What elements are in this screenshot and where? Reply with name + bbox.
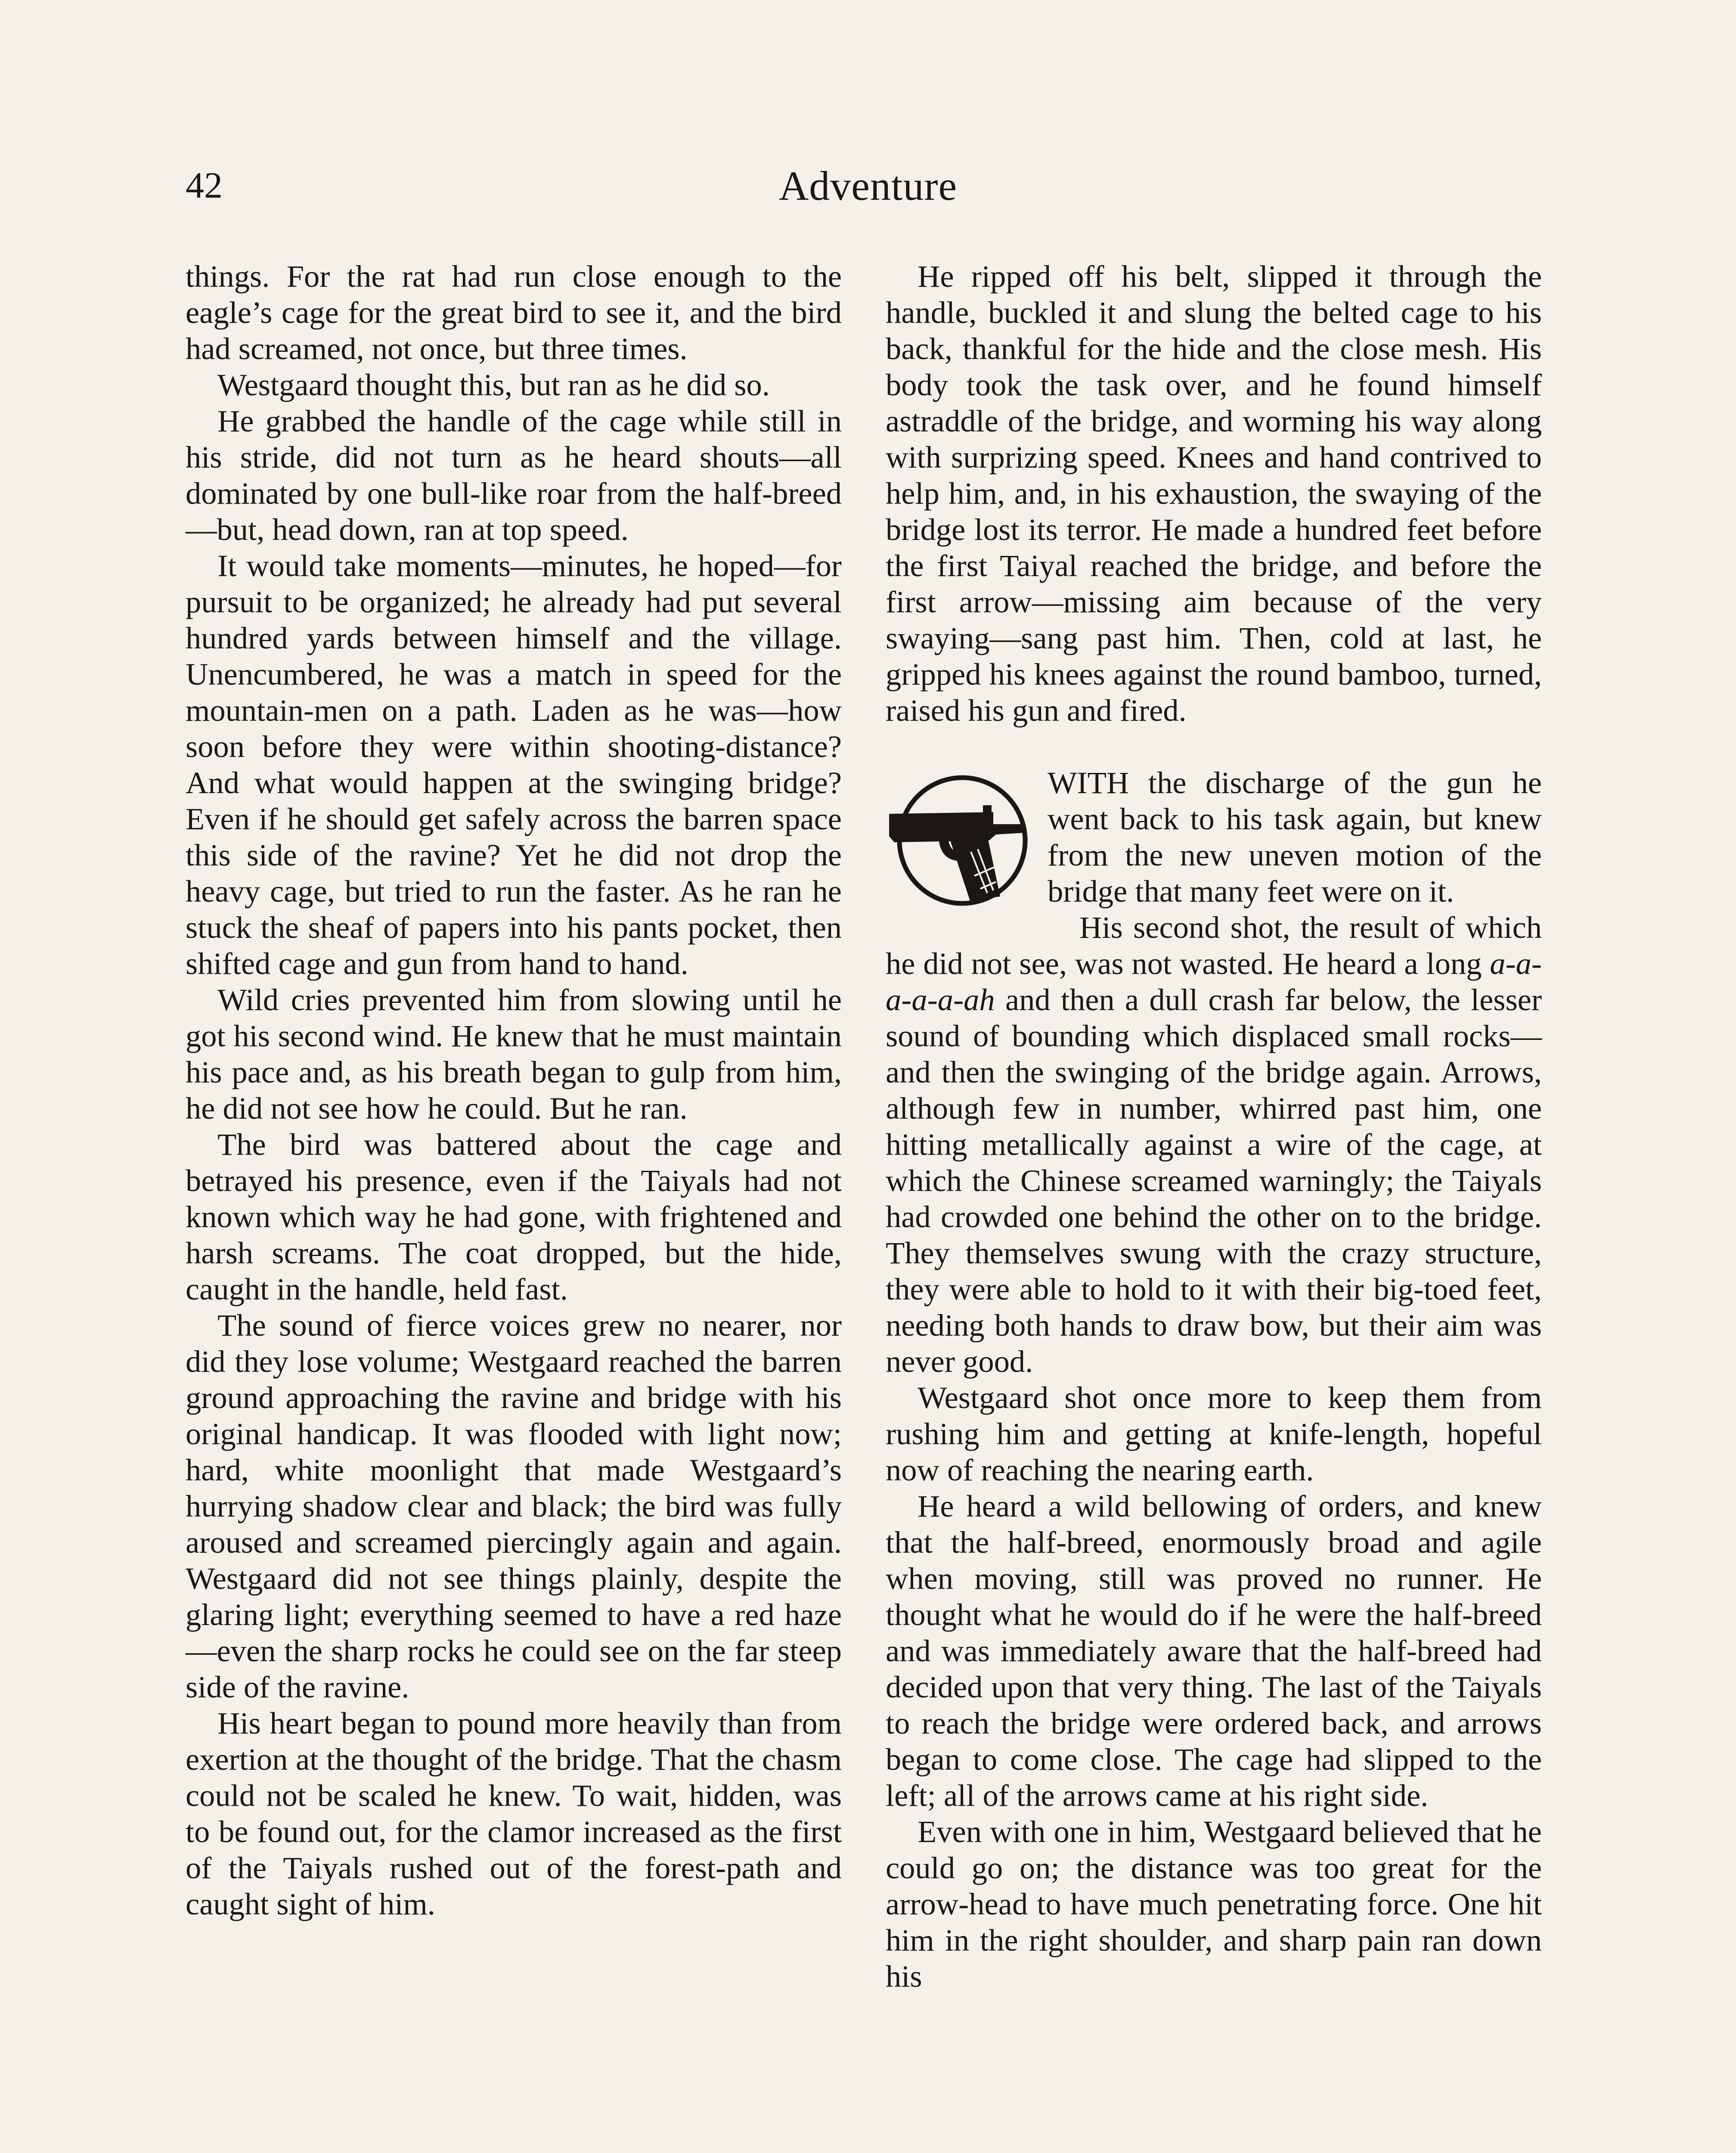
paragraph: Wild cries prevented him from slowing until he got his second wind. He knew that he must maintain his pace and, as his breath began to gulp from him, he did not see how he could. But he ran.: [186, 982, 842, 1126]
left-column: [186, 258, 842, 1922]
running-head: Adventure: [778, 163, 958, 209]
paragraph: He ripped off his belt, slipped it through the handle, buckled it and slung the belted cage to his back, thankful for the hide and the close mesh. His body took the task over, and he found himself astraddle of the bridge, and worming his way along with surprizing speed. Knees and hand contrived to help him, and, in his exhaustion, the swaying of the bridge lost its terror. He made a hundred feet before the first Taiyal reached the bridge, and before the first arrow—missing aim because of the very swaying—sang past him. Then, cold at last, he gripped his knees against the round bamboo, turned, raised his gun and fired.: [886, 259, 1542, 728]
paragraph-text: and then a dull crash far below, the lesser sound of bounding which displaced small rocks—and then the swinging of the bridge again. Arrows, although few in number, whirred past him, one hitting metallically against a wire of the cage, at which the Chinese screamed warningly; the Taiyals had crowded one behind the other on to the bridge. They themselves swung with the crazy structure, they were able to hold to it with their big-toed feet, needing both hands to draw bow, but their aim was never good.: [886, 982, 1542, 1379]
paragraph: Westgaard thought this, but ran as he did so.: [217, 367, 770, 402]
paragraph: things. For the rat had run close enough to the eagle’s cage for the great bird to see it, and the bird had screamed, not once, but three times.: [186, 259, 842, 366]
section-break: [886, 765, 1542, 909]
paragraph: He grabbed the handle of the cage while still in his stride, did not turn as he heard shouts—all dominated by one bull-like roar from the half-breed—but, head down, ran at top speed.: [186, 403, 842, 547]
paragraph: He heard a wild bellowing of orders, and knew that the half-breed, enormously broad and agile when moving, still was proved no runner. He thought what he would do if he were the half-breed and was immediately aware that the half-breed had decided upon that very thing. The last of the Taiyals to reach the bridge were ordered back, and arrows began to come close. The cage had slipped to the left; all of the arrows came at his right side.: [886, 1489, 1542, 1813]
paragraph: [886, 909, 1542, 1380]
paragraph: The bird was battered about the cage and betrayed his presence, even if the Taiyals had not known which way he had gone, with frightened and harsh screams. The coat dropped, but the hide, caught in the handle, held fast.: [186, 1127, 842, 1306]
paragraph: Westgaard shot once more to keep them from rushing him and getting at knife-length, hopeful now of reaching the nearing earth.: [886, 1380, 1542, 1487]
cry-text: a-a-a-a-a-ah: [886, 946, 1542, 1017]
paragraph-text: His second shot, the result of which he did not see, was not wasted. He heard a long: [886, 910, 1542, 981]
paragraph: It would take moments—minutes, he hoped—for pursuit to be organized; he already had put several hundred yards between himself and the village. Unencumbered, he was a match in speed for the mountain-men on a path. Laden as he was—how soon before they were within shooting-distance? And what would happen at the swinging bridge? Even if he should get safely across the barren space this side of the ravine? Yet he did not drop the heavy cage, but tried to run the faster. As he ran he stuck the sheaf of papers into his pants pocket, then shifted cage and gun from hand to hand.: [186, 548, 842, 981]
paragraph: His heart began to pound more heavily than from exertion at the thought of the bridge. That the chasm could not be scaled he knew. To wait, hidden, was to be found out, for the clamor increased as the first of the Taiyals rushed out of the forest-path and caught sight of him.: [186, 1706, 842, 1921]
pistol-icon: [886, 767, 1032, 910]
paragraph: The sound of fierce voices grew no nearer, nor did they lose volume; Westgaard reached the barren ground approaching the ravine and bridge with his original handicap. It was flooded with light now; hard, white moonlight that made Westgaard’s hurrying shadow clear and black; the bird was fully aroused and screamed piercingly again and again. Westgaard did not see things plainly, despite the glaring light; everything seemed to have a red haze—even the sharp rocks he could see on the far steep side of the ravine.: [186, 1308, 842, 1704]
paragraph: Even with one in him, Westgaard believed that he could go on; the distance was too great for the arrow-head to have much penetrating force. One hit him in the right shoulder, and sharp pain ran down his: [886, 1814, 1542, 1994]
section-lead-paragraph: WITH the discharge of the gun he went back to his task again, but knew from the new uneven motion of the bridge that many feet were on it.: [1048, 765, 1542, 909]
page-number: 42: [186, 164, 223, 206]
right-column: [886, 258, 1542, 1995]
